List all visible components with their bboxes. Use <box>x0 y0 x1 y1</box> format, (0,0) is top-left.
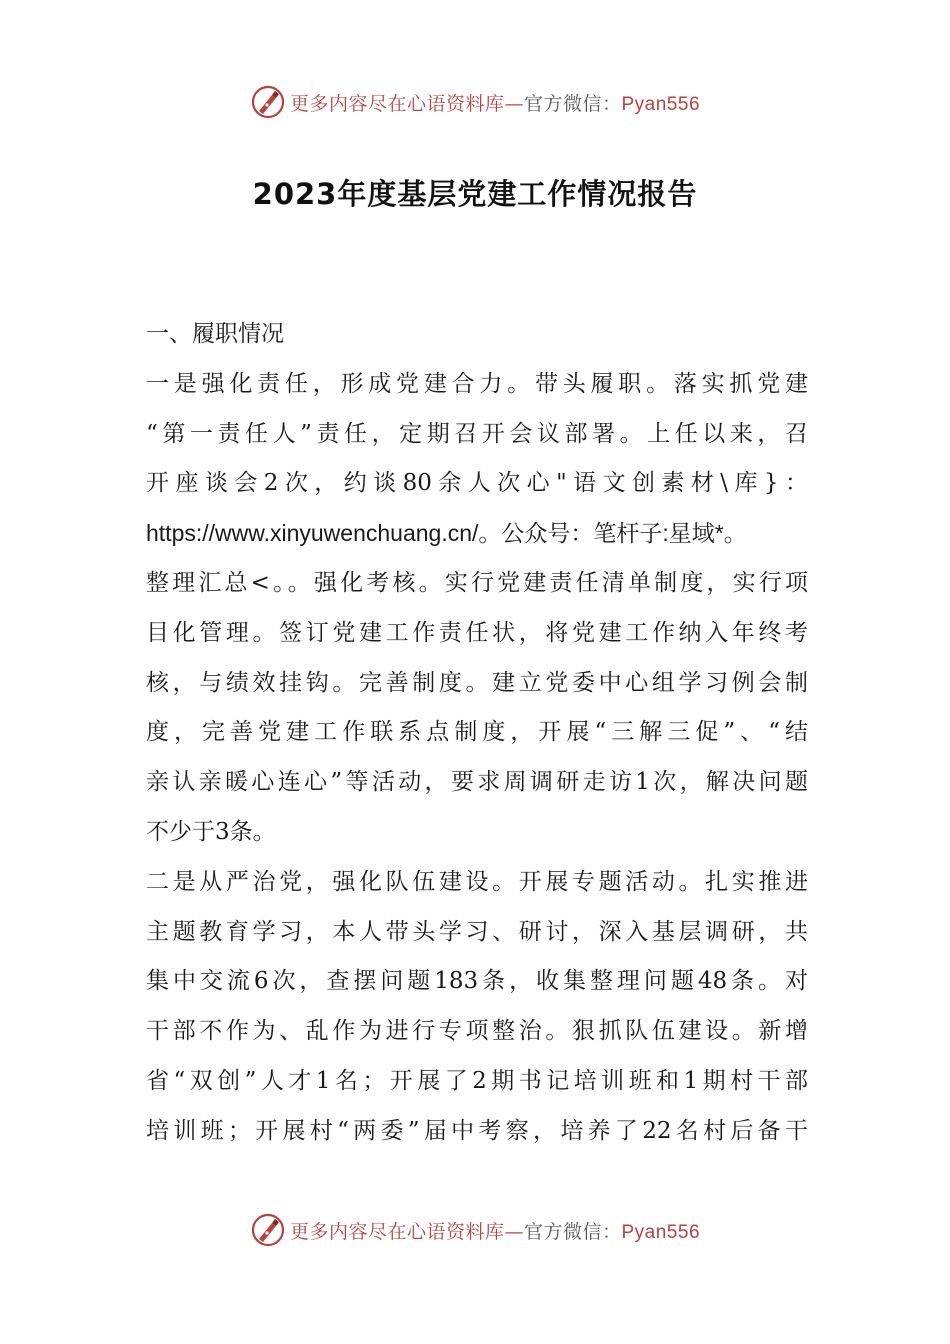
body-line: 省“双创”人才1名；开展了2期书记培训班和1期村干部 <box>146 1067 808 1094</box>
body-line: 主题教育学习，本人带头学习、研讨，深入基层调研，共 <box>146 918 808 945</box>
body-line: “第一责任人”责任，定期召开会议部署。上任以来，召 <box>146 420 808 447</box>
body-line: 干部不作为、乱作为进行专项整治。狠抓队伍建设。新增 <box>146 1018 808 1045</box>
body-line: 核，与绩效挂钩。完善制度。建立党委中心组学习例会制 <box>146 669 808 696</box>
watermark-text <box>290 1217 700 1244</box>
body-line-url: https://www.xinyuwenchuang.cn/。公众号：笔杆子:星域*。 <box>146 520 747 547</box>
watermark-dash: — <box>504 92 524 115</box>
watermark-official-label: 官方微信： <box>523 92 622 115</box>
watermark-official-label: 官方微信： <box>523 1220 622 1243</box>
pen-nib-icon <box>250 84 286 120</box>
body-line: 集中交流6次，查摆问题183条，收集整理问题48条。对 <box>146 968 808 995</box>
pen-nib-icon <box>250 1212 286 1248</box>
body-line: 整理汇总<。。强化考核。实行党建责任清单制度，实行项 <box>146 569 808 596</box>
watermark-dash: — <box>504 1220 524 1243</box>
watermark-site-name: 更多内容尽在心语资料库 <box>289 92 505 115</box>
section-heading: 一、履职情况 <box>146 321 284 347</box>
body-line: 培训班；开展村“两委”届中考察，培养了22名村后备干 <box>146 1117 808 1144</box>
watermark-wechat-id: Pyan556 <box>621 1221 701 1243</box>
document-body <box>146 310 808 1157</box>
watermark-text <box>290 89 700 116</box>
footer-watermark-banner <box>0 1208 950 1252</box>
document-title: 2023年度基层党建工作情况报告 <box>252 177 698 211</box>
body-line: 开座谈会2次，约谈80余人次心"语文创素材\库}： <box>146 470 808 497</box>
header-watermark-banner <box>0 80 950 124</box>
body-line: 二是从严治党，强化队伍建设。开展专题活动。扎实推进 <box>146 868 808 895</box>
watermark-site-name: 更多内容尽在心语资料库 <box>289 1220 505 1243</box>
watermark-wechat-id: Pyan556 <box>621 93 701 115</box>
body-line: 不少于3条。 <box>146 818 276 845</box>
body-line: 度，完善党建工作联系点制度，开展“三解三促”、“结 <box>146 719 808 746</box>
body-line: 亲认亲暖心连心”等活动，要求周调研走访1次，解决问题 <box>146 769 808 796</box>
body-line: 目化管理。签订党建工作责任状，将党建工作纳入年终考 <box>146 619 808 646</box>
body-line: 一是强化责任，形成党建合力。带头履职。落实抓党建 <box>146 370 808 397</box>
